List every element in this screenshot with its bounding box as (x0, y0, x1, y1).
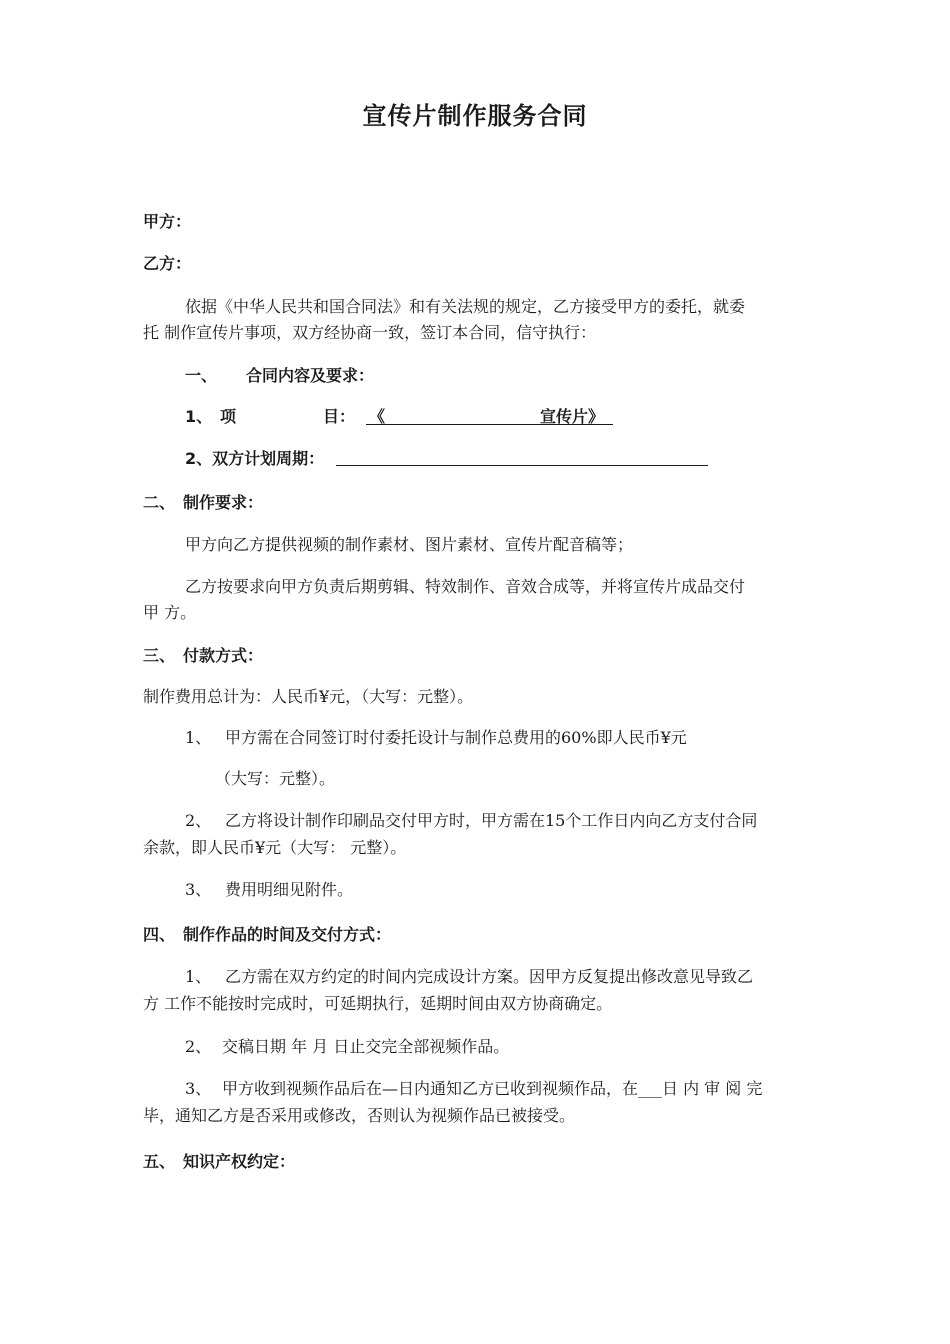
delivery-item-1-text: 乙方需在双方约定的时间内完成设计方案。因甲方反复提出修改意见导致乙 (225, 967, 754, 986)
payment-item-3-number: 3、 (185, 880, 212, 899)
item-1-label-b: 目： (323, 407, 356, 426)
payment-item-2-continuation: 余款，即人民币¥元（大写： 元整）。 (143, 838, 407, 857)
schedule-underline (336, 465, 708, 466)
section-2-paragraph-2-line-1: 乙方按要求向甲方负责后期剪辑、特效制作、音效合成等，并将宣传片成品交付 (185, 577, 746, 596)
delivery-item-3-continuation: 毕，通知乙方是否采用或修改，否则认为视频作品已被接受。 (143, 1106, 576, 1125)
section-2-title: 制作要求： (183, 493, 264, 512)
project-name-underline (366, 424, 613, 425)
delivery-item-3-number: 3、 (185, 1079, 212, 1098)
section-1-title: 合同内容及要求： (246, 366, 375, 385)
section-5-number: 五、 (143, 1152, 176, 1171)
section-4-number: 四、 (143, 925, 176, 944)
section-3-number: 三、 (143, 646, 176, 665)
payment-item-1-continuation: （大写：元整）。 (215, 769, 336, 788)
delivery-item-2-number: 2、 (185, 1037, 212, 1056)
item-1-label-a: 项 (220, 407, 237, 426)
delivery-item-3-text: 甲方收到视频作品后在—日内通知乙方已收到视频作品，在___日 内 审 阅 完 (222, 1079, 763, 1098)
party-a-label: 甲方： (143, 212, 192, 231)
project-name-close: 宣传片》 (540, 407, 605, 426)
section-2-paragraph-1: 甲方向乙方提供视频的制作素材、图片素材、宣传片配音稿等； (185, 535, 634, 554)
section-2-number: 二、 (143, 493, 176, 512)
payment-item-1-number: 1、 (185, 728, 212, 747)
section-1-number: 一、 (185, 366, 218, 385)
section-5-title: 知识产权约定： (183, 1152, 296, 1171)
payment-item-1-text: 甲方需在合同签订时付委托设计与制作总费用的60%即人民币¥元 (225, 728, 687, 747)
payment-total: 制作费用总计为：人民币¥元，（大写：元整）。 (143, 687, 474, 706)
item-1-number: 1、 (185, 407, 213, 426)
payment-item-2-text: 乙方将设计制作印刷品交付甲方时，甲方需在15个工作日内向乙方支付合同 (225, 811, 758, 830)
payment-item-2-number: 2、 (185, 811, 212, 830)
delivery-item-2-text: 交稿日期 年 月 日止交完全部视频作品。 (222, 1037, 510, 1056)
page-title: 宣传片制作服务合同 (362, 102, 588, 130)
intro-line-2: 托 制作宣传片事项，双方经协商一致，签订本合同，信守执行： (143, 323, 597, 342)
section-2-paragraph-2-line-2: 甲 方。 (143, 603, 197, 622)
delivery-item-1-continuation: 方 工作不能按时完成时，可延期执行，延期时间由双方协商确定。 (143, 994, 613, 1013)
section-3-title: 付款方式： (183, 646, 264, 665)
project-name-open: 《 (369, 407, 386, 426)
section-4-title: 制作作品的时间及交付方式： (183, 925, 392, 944)
item-2-label: 2、双方计划周期： (185, 449, 325, 468)
payment-item-3-text: 费用明细见附件。 (225, 880, 354, 899)
delivery-item-1-number: 1、 (185, 967, 212, 986)
intro-line-1: 依据《中华人民共和国合同法》和有关法规的规定，乙方接受甲方的委托，就委 (185, 297, 746, 316)
party-b-label: 乙方： (143, 254, 192, 273)
